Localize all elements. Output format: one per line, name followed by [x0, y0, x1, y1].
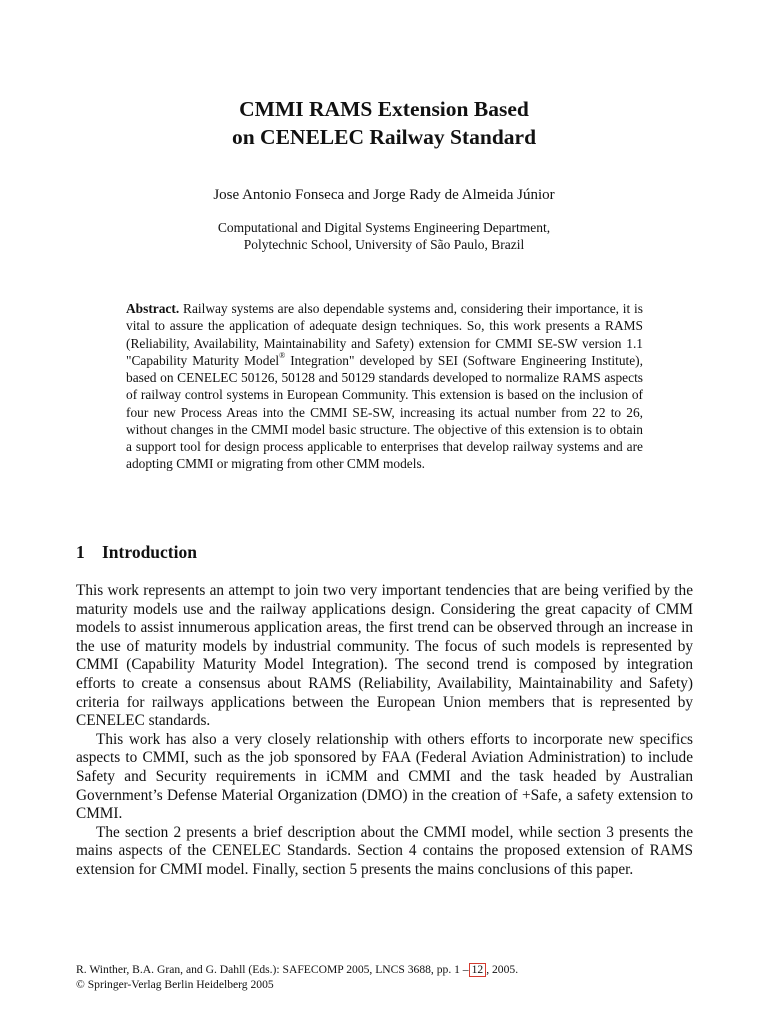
- abstract-label: Abstract.: [126, 301, 180, 316]
- affiliation: [0, 219, 768, 253]
- affiliation-line-1: Computational and Digital Systems Engineering Department,: [217, 220, 551, 235]
- last-page-link[interactable]: 12: [469, 963, 487, 977]
- title-line-2: on CENELEC Railway Standard: [231, 125, 537, 149]
- footer: [76, 962, 696, 992]
- copyright: © Springer-Verlag Berlin Heidelberg 2005: [76, 978, 274, 991]
- registered-mark: ®: [279, 350, 286, 360]
- affiliation-line-2: Polytechnic School, University of São Paulo, Brazil: [243, 237, 525, 252]
- paragraph-1: This work represents an attempt to join two very important tendencies that are being verified by the maturity models use and the railway applications design. Considering the great capacity of CMM models to assist innumerous application areas, the first trend can be observed through an increase in the use of maturity models by industrial community. The focus of such models is represented by CMMI (Capability Maturity Model Integration). The second trend is composed by integration efforts to create a consensus about RAMS (Reliability, Availability, Maintainability and Safety) criteria for railways applications between the European Union members that is represented by CENELEC standards.: [76, 582, 693, 730]
- paper-title: [0, 95, 768, 151]
- citation-prefix: R. Winther, B.A. Gran, and G. Dahll (Eds.): SAFECOMP 2005, LNCS 3688, pp. 1 –: [76, 963, 469, 976]
- title-line-1: CMMI RAMS Extension Based: [239, 97, 529, 121]
- abstract-text-part-2: Integration" developed by SEI (Software Engineering Institute), based on CENELEC 50126, 50128 and 50129 standards developed to normalize RAMS aspects of railway control systems in European Community. This extension is based on the inclusion of four new Process Areas into the CMMI SE-SW, increasing its actual number from 22 to 26, without changes in the CMMI model basic structure. The objective of this extension is to obtain a support tool for design process applicable to enterprises that develop railway systems and are adopting CMMI or migrating from other CMM models.: [126, 352, 643, 472]
- citation-line: [76, 962, 696, 977]
- paragraph-3: The section 2 presents a brief description about the CMMI model, while section 3 presents the mains aspects of the CENELEC Standards. Section 4 contains the proposed extension of RAMS extension for CMMI model. Finally, section 5 presents the mains conclusions of this paper.: [76, 823, 693, 878]
- abstract: [126, 300, 643, 473]
- citation-suffix: , 2005.: [486, 963, 519, 976]
- authors: Jose Antonio Fonseca and Jorge Rady de Almeida Júnior: [213, 187, 555, 203]
- section-title: Introduction: [102, 542, 197, 562]
- section-number: 1: [76, 542, 85, 562]
- introduction-body: [76, 582, 693, 880]
- abstract-text-part-1: Railway systems are also dependable systems and, considering their importance, it is vital to assure the application of adequate design techniques. So, this work presents a RAMS (Reliability, Availability, Maintainability and Safety) extension for CMMI SE-SW version 1.1 "Capability Maturity Model: [126, 301, 643, 368]
- paragraph-2: This work has also a very closely relationship with others efforts to incorporate new specifics aspects to CMMI, such as the job sponsored by FAA (Federal Aviation Administration) to include Safety and Security requirements in iCMM and CMMI and the task headed by Australian Government’s Defense Material Organization (DMO) in the creation of +Safe, a safety extension to CMMI.: [76, 730, 693, 823]
- section-heading: [76, 541, 197, 563]
